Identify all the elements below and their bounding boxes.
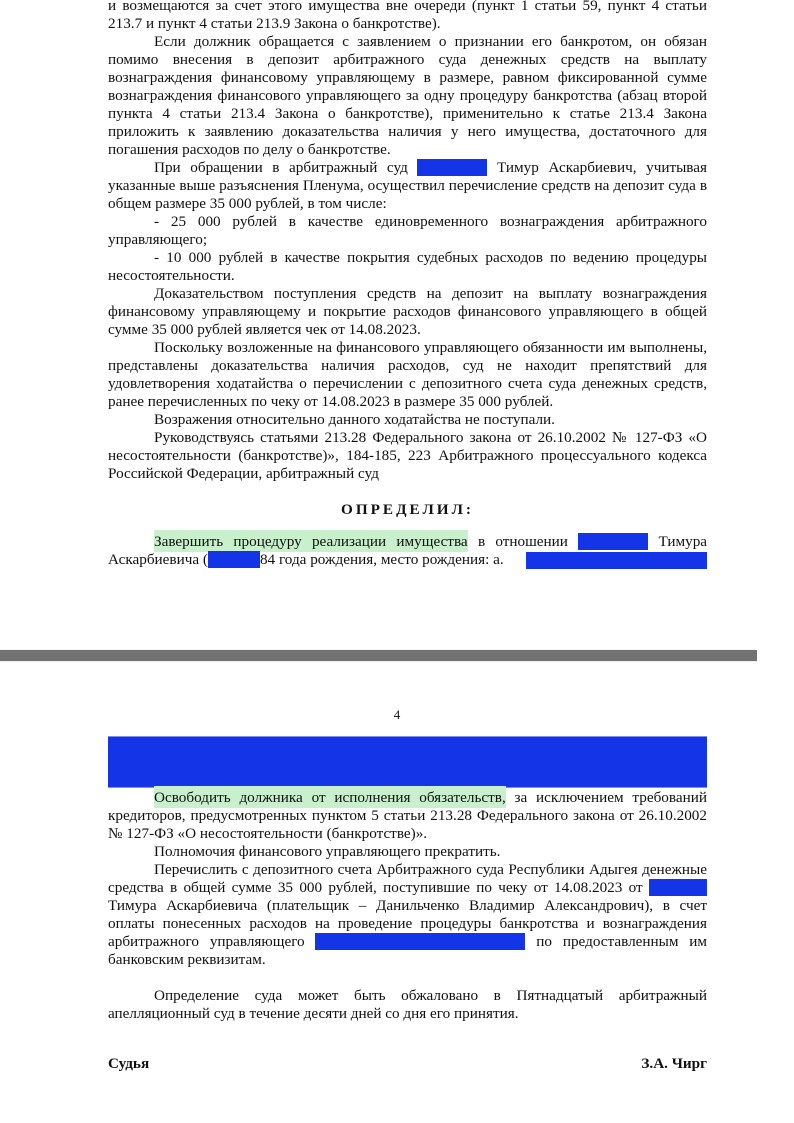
text: Аскарбиевича ( xyxy=(108,551,208,568)
text-line: 213.7 и пункт 4 статьи 213.9 Закона о банкротстве). xyxy=(108,15,441,32)
redacted-manager-name xyxy=(315,933,525,950)
text: При обращении в арбитражный суд xyxy=(154,159,408,176)
paragraph-since: Поскольку возложенные на финансового управляющего обязанности им выполнены, представлены доказательства наличия расходов, суд не находит препятствий для удовлетворения ходатайства о перечислении с депозитного счета суда денежных средств, ранее перечисленных по чеку от 14.08.2023 в размере 35 000 рублей. xyxy=(108,339,707,410)
highlighted-release: Освободить должника от исполнения обязательств, xyxy=(154,786,506,808)
paragraph-appeal: Определение суда может быть обжаловано в Пятнадцатый арбитражный апелляционный суд в течение десяти дней со дня его принятия. xyxy=(108,987,707,1022)
paragraph-transfer xyxy=(108,861,707,969)
signature-line xyxy=(108,1055,707,1073)
text: в отношении xyxy=(477,533,568,550)
text: Перечислить с депозитного счета Арбитражного суда Республики Адыгея денежные средства в общей сумме 35 000 рублей, поступившие по чеку от 14.08.2023 от xyxy=(108,861,707,896)
paragraph-appeal-to-court xyxy=(108,159,707,213)
paragraph-guided: Руководствуясь статьями 213.28 Федерального закона от 26.10.2002 № 127-ФЗ «О несостоятельности (банкротстве)», 184-185, 223 Арбитражного процессуального кодекса Российской Федерации, арбитражный суд xyxy=(108,429,707,482)
redacted-surname xyxy=(578,533,648,550)
text: Тимура xyxy=(658,533,708,550)
page-number: 4 xyxy=(393,707,401,722)
paragraph-decision-line2 xyxy=(108,551,707,569)
page-4-body xyxy=(108,789,707,1023)
redacted-block xyxy=(108,736,707,788)
paragraph-debtor: Если должник обращается с заявлением о признании его банкротом, он обязан помимо внесения в депозит арбитражного суда денежных средств на выплату вознаграждения финансовому управляющему в размере, равном фиксированной сумме вознаграждения финансового управляющего за одну процедуру банкротства (абзац второй пункта 4 статьи 213.4 Закона о банкротстве), применительно к статье 213.4 Закона приложить к заявлению доказательства наличия у него имущества, достаточного для погашения расходов по делу о банкротстве. xyxy=(108,33,707,158)
paragraph-proof: Доказательством поступления средств на депозит на выплату вознаграждения финансовому управляющему и покрытие расходов финансового управляющего в общей сумме 35 000 рублей является чек от 14.08.2023. xyxy=(108,285,707,338)
redacted-birth-date xyxy=(208,551,260,568)
text: Тимур Аскарбиевич, учитывая указанные выше разъяснения Пленума, осуществил перечисление средств на депозит суда в общем размере 35 000 рублей, в том числе: xyxy=(108,159,707,212)
page-separator xyxy=(0,650,757,661)
paragraph-release xyxy=(108,789,707,843)
paragraph-powers: Полномочия финансового управляющего прекратить. xyxy=(154,843,501,860)
paragraph-decision xyxy=(108,533,707,551)
ruling-heading: ОПРЕДЕЛИЛ: xyxy=(341,501,474,518)
text: 84 года рождения, место рождения: а. xyxy=(259,551,504,568)
list-item-expenses: - 10 000 рублей в качестве покрытия судебных расходов по ведению процедуры несостоятельности. xyxy=(108,249,707,284)
text: по предоставленным им банковским реквизитам. xyxy=(108,933,708,968)
text: за исключением требований кредиторов, предусмотренных пунктом 5 статьи 213.28 Федерального закона от 26.10.2002 № 127-ФЗ «О несостоятельности (банкротстве)». xyxy=(108,789,707,842)
redacted-birth-place xyxy=(526,552,707,569)
paragraph-objections: Возражения относительно данного ходатайства не поступали. xyxy=(154,411,555,428)
redacted-surname xyxy=(649,879,707,896)
redacted-surname xyxy=(417,159,487,176)
text-line: и возмещаются за счет этого имущества вне очереди (пункт 1 статьи 59, пункт 4 статьи xyxy=(108,0,707,14)
highlighted-decision: Завершить процедуру реализации имущества xyxy=(154,530,468,552)
judge-name: З.А. Чирг xyxy=(641,1055,707,1072)
judge-label: Судья xyxy=(108,1055,150,1072)
page-3-body xyxy=(108,0,707,569)
list-item-fee: - 25 000 рублей в качестве единовременного вознаграждения арбитражного управляющего; xyxy=(108,213,707,248)
text: Тимура Аскарбиевича (плательщик – Данильченко Владимир Александрович), в счет оплаты понесенных расходов на проведение процедуры банкротства и вознаграждения арбитражного управляющего xyxy=(108,897,707,950)
